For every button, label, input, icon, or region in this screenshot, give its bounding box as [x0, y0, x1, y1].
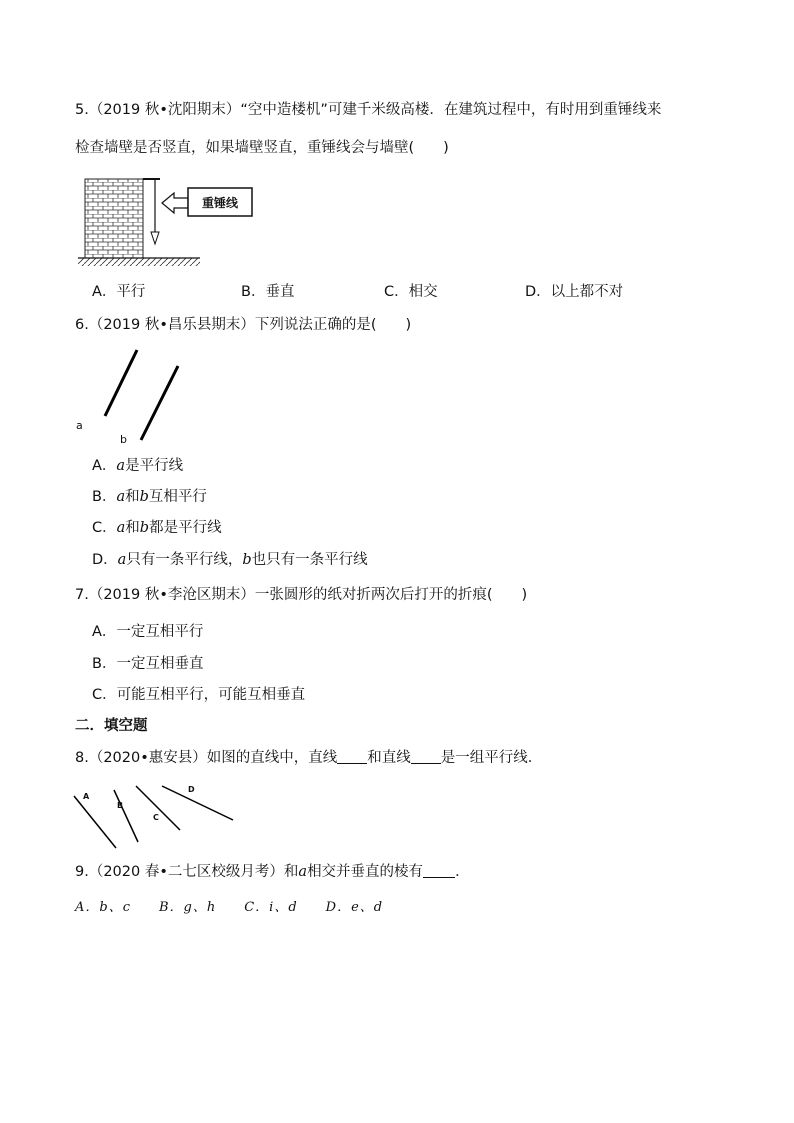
q7-option-c: C．可能互相平行，可能互相垂直: [92, 687, 306, 703]
q6-stem: 6.（2019 秋•昌乐县期末）下列说法正确的是( ): [75, 317, 412, 333]
option-prefix: B．: [92, 489, 117, 505]
line-A: [74, 796, 116, 848]
option-prefix: A．: [92, 458, 117, 474]
option-prefix: C．: [92, 520, 117, 536]
variable-b: b: [139, 489, 149, 505]
q5-option-b: B．垂直: [241, 284, 295, 300]
answer-blank[interactable]: [337, 749, 367, 764]
line-a: [105, 350, 137, 416]
option-prefix: D．: [92, 552, 118, 568]
label-b: b: [120, 433, 127, 446]
section-title: 二．填空题: [75, 718, 148, 734]
q7-option-a: A．一定互相平行: [92, 624, 204, 640]
variable-a: a: [117, 552, 127, 568]
brick-wall: [85, 179, 143, 258]
q5-stem-line1: 5.（2019 秋•沈阳期末）“空中造楼机”可建千米级高楼．在建筑过程中，有时用到重锤线来: [75, 102, 662, 118]
q9-options: A．b、c B．g、h C．i、d D．e、d: [75, 900, 384, 915]
q9-text-1: 9.（2020 春•二七区校级月考）和: [75, 864, 299, 880]
variable-b: b: [139, 520, 150, 536]
plumb-line-figure: [78, 174, 239, 270]
variable-a: a: [116, 520, 126, 536]
line-D: [162, 786, 233, 820]
q9-text-2: 相交并垂直的棱有: [307, 864, 424, 880]
plumb-line-label: 重锤线: [201, 196, 239, 210]
q7-stem: 7.（2019 秋•李沧区期末）一张圆形的纸对折两次后打开的折痕( ): [75, 587, 528, 603]
q8-text-2: 和直线: [367, 750, 411, 766]
q6-option-a: [92, 456, 183, 476]
label-a: a: [76, 419, 83, 432]
line-B: [114, 790, 138, 842]
label-B: B: [117, 801, 124, 810]
q9-stem: [75, 862, 470, 882]
answer-blank[interactable]: [423, 863, 455, 878]
option-text: 也只有一条平行线: [251, 552, 368, 568]
q6-lines-figure: [70, 350, 190, 450]
variable-a: a: [116, 458, 126, 474]
q5-option-c: C．相交: [384, 284, 438, 300]
q7-option-b: B．一定互相垂直: [92, 656, 204, 672]
line-C: [136, 786, 180, 830]
option-text: 和: [125, 489, 140, 505]
q6-option-d: [92, 550, 368, 570]
q6-option-c: [92, 518, 222, 538]
q8-lines-figure: [70, 780, 240, 850]
q8-stem: [75, 748, 542, 768]
variable-a: a: [298, 864, 308, 880]
label-A: A: [83, 792, 90, 801]
option-text: 互相平行: [148, 489, 207, 505]
option-text: 是平行线: [125, 458, 184, 474]
q9-text-3: ．: [455, 864, 470, 880]
variable-b: b: [242, 552, 252, 568]
option-text: 只有一条平行线，: [126, 552, 243, 568]
option-text: 和: [125, 520, 140, 536]
q5-option-d: D．以上都不对: [525, 284, 624, 300]
q5-option-a: A．平行: [92, 284, 146, 300]
plumb-bob: [151, 232, 159, 244]
variable-a: a: [116, 489, 126, 505]
q8-text-1: 8.（2020•惠安县）如图的直线中，直线: [75, 750, 338, 766]
option-text: 都是平行线: [149, 520, 222, 536]
arrow-left-icon: [162, 193, 188, 213]
q6-option-b: [92, 487, 207, 507]
q5-stem-line2: 检查墙壁是否竖直，如果墙壁竖直，重锤线会与墙壁( ): [75, 140, 449, 156]
answer-blank[interactable]: [411, 749, 441, 764]
q8-text-3: 是一组平行线．: [440, 750, 543, 766]
label-C: C: [153, 813, 159, 822]
label-D: D: [188, 785, 195, 794]
line-b: [141, 366, 178, 440]
